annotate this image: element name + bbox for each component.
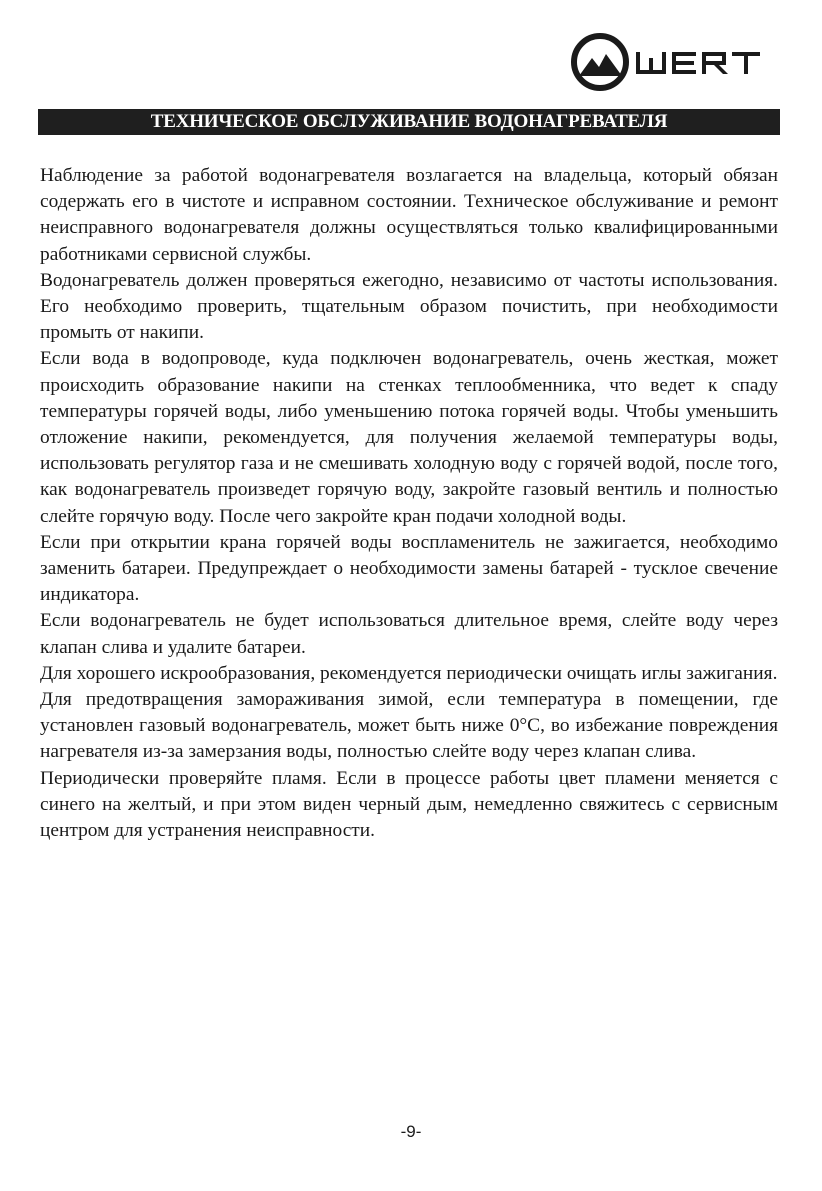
paragraph-scale: Если вода в водопроводе, куда подключен водонагреватель, очень жесткая, может происходить образование накипи на стенках теплообменника, что ведет к спаду температуры горячей воды, либо уменьшению потока горячей воды. Чтобы уменьшить отложение накипи, рекомендуется, для получения желаемой температуры воды, использовать регулятор газа и не смешивать холодную воду с горячей водой, после того, как водонагреватель произведет горячую воду, закройте газовый вентиль и полностью слейте горячую воду. После чего закройте кран подачи холодной воды. — [40, 348, 778, 527]
paragraph-freezing: Для предотвращения замораживания зимой, если температура в помещении, где установлен газовый водонагреватель, может быть ниже 0°С, во избежание повреждения нагревателя из-за замерзания воды, полностью слейте воду через клапан слива. — [40, 689, 778, 763]
page-number: -9- — [400, 1122, 422, 1141]
svg-text:WERT: WERT — [636, 87, 639, 88]
maintenance-text — [40, 163, 778, 844]
paragraph-annual-check: Водонагреватель должен проверяться ежегодно, независимо от частоты использования. Его необходимо проверить, тщательным образом почистить, при необходимости промыть от накипи. — [40, 269, 778, 344]
section-title: ТЕХНИЧЕСКОЕ ОБСЛУЖИВАНИЕ ВОДОНАГРЕВАТЕЛЯ — [38, 109, 780, 135]
wert-logo — [570, 32, 785, 92]
paragraph-flame-check: Периодически проверяйте пламя. Если в процессе работы цвет пламени меняется с синего на желтый, и при этом виден черный дым, немедленно свяжитесь с сервисным центром для устранения неисправности. — [40, 767, 778, 842]
wert-logo-graphic — [570, 32, 785, 92]
paragraph-ignition-needles: Для хорошего искрообразования, рекомендуется периодически очищать иглы зажигания. — [40, 662, 778, 684]
paragraph-batteries: Если при открытии крана горячей воды воспламенитель не зажигается, необходимо заменить батареи. Предупреждает о необходимости замены батарей - тусклое свечение индикатора. — [40, 531, 778, 606]
paragraph-long-idle: Если водонагреватель не будет использоваться длительное время, слейте воду через клапан слива и удалите батареи. — [40, 610, 778, 658]
paragraph-owner-responsibility: Наблюдение за работой водонагревателя возлагается на владельца, который обязан содержать его в чистоте и исправном состоянии. Техническое обслуживание и ремонт неисправного водонагревателя должны осуществляться только квалифицированными работниками сервисной службы. — [40, 165, 778, 265]
